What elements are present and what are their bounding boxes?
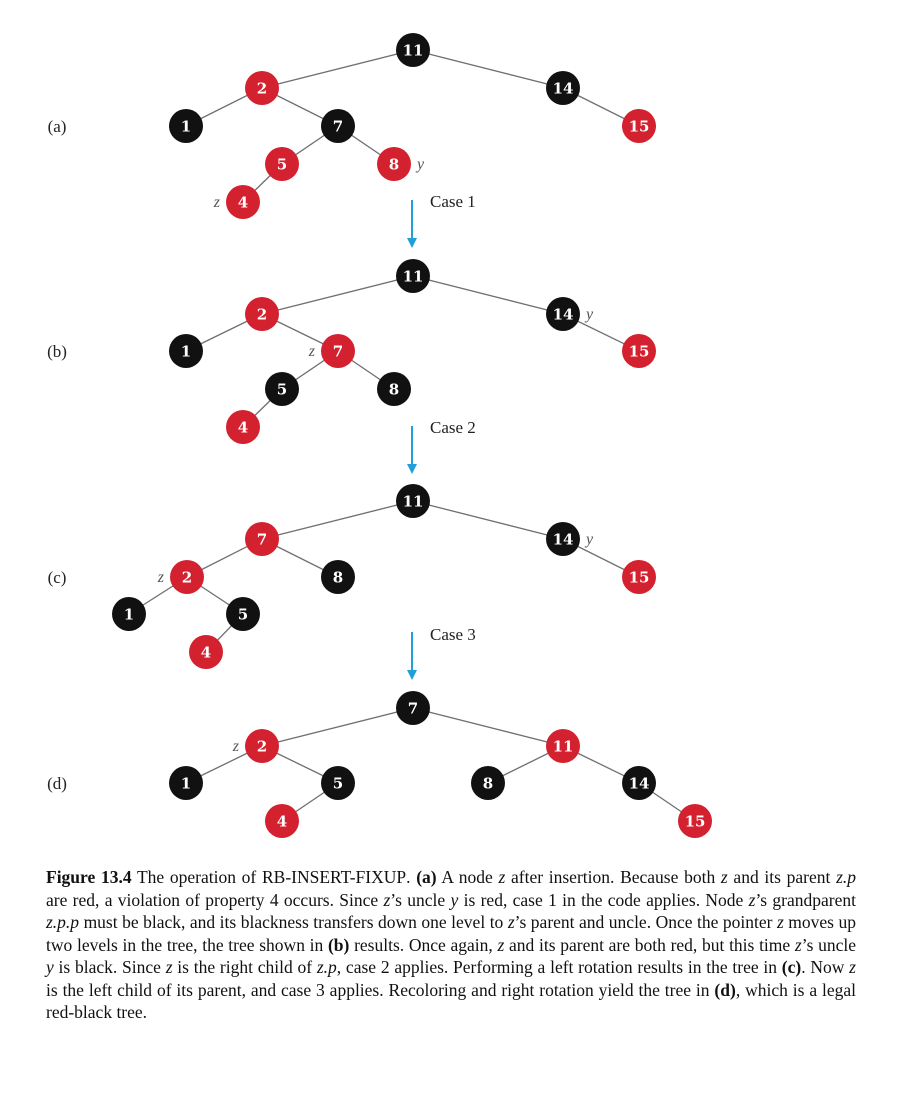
tree-node-4 (226, 410, 260, 444)
node-key: 1 (180, 117, 192, 136)
ref-b: (b) (327, 934, 350, 955)
tree-node-8 (377, 372, 411, 406)
var-z: z (776, 912, 784, 932)
node-key: 7 (332, 342, 344, 361)
node-key: 4 (200, 643, 212, 662)
caption-text: A node (436, 867, 499, 887)
node-key: 14 (552, 305, 574, 324)
tree-c (48, 484, 656, 669)
caption-text: is the left child of its parent, and case 3 applies. Recoloring and right rotation yield the tree in (46, 979, 715, 1000)
tree-node-11 (546, 729, 580, 763)
ref-c: (c) (781, 957, 802, 977)
caption-text: is black. Since (53, 957, 166, 977)
node-key: 15 (628, 568, 650, 587)
tree-node-2 (157, 560, 204, 594)
caption-text: moves up two levels in the tree, the tree shown in (46, 912, 856, 955)
tree-node-11 (396, 484, 430, 518)
arrow-head (407, 464, 417, 474)
var-zpp: z.p.p (46, 912, 80, 932)
tree-node-8 (471, 766, 505, 800)
node-key: 14 (552, 530, 574, 549)
tree-node-7 (396, 691, 430, 725)
ref-a: (a) (416, 867, 437, 887)
node-key: 4 (276, 812, 288, 831)
node-key: 5 (276, 155, 288, 174)
node-key: 7 (407, 699, 419, 718)
var-z: z (165, 957, 173, 977)
var-zp: z.p (836, 867, 856, 887)
tree-node-15 (622, 109, 656, 143)
node-tag-y: y (586, 306, 594, 323)
case-label: Case 2 (430, 418, 476, 437)
tree-node-1 (169, 766, 203, 800)
tree-node-2 (245, 297, 279, 331)
tree-node-5 (226, 597, 260, 631)
tree-node-5 (265, 372, 299, 406)
tree-node-8 (321, 560, 355, 594)
tree-b (47, 259, 656, 444)
tree-edge (413, 50, 563, 88)
figure-number: Figure 13.4 (46, 867, 132, 887)
node-key: 11 (402, 492, 424, 511)
tree-d (47, 691, 712, 838)
diagram-label-b: (b) (47, 342, 67, 361)
tree-node-4 (265, 804, 299, 838)
tree-node-7 (245, 522, 279, 556)
node-key: 1 (180, 774, 192, 793)
caption-text: is the right child of (172, 957, 317, 977)
tree-node-11 (396, 259, 430, 293)
caption-text: results. Once again, (349, 934, 498, 955)
tree-edge (262, 501, 413, 539)
node-key: 15 (684, 812, 706, 831)
node-key: 8 (388, 155, 400, 174)
tree-node-4 (213, 185, 260, 219)
diagram-label-d: (d) (47, 774, 67, 793)
tree-edge (262, 708, 413, 746)
caption-text: after insertion. Because both (505, 867, 721, 887)
node-key: 2 (256, 305, 268, 324)
var-z: z (497, 934, 505, 955)
tree-edge (262, 276, 413, 314)
node-key: 4 (237, 193, 249, 212)
arrow-head (407, 238, 417, 248)
caption-text: , which is a legal red-black tree. (46, 979, 856, 1022)
var-z: z (849, 957, 856, 977)
node-key: 15 (628, 117, 650, 136)
node-key: 2 (256, 79, 268, 98)
node-key: 7 (332, 117, 344, 136)
tree-node-1 (169, 109, 203, 143)
var-y: y (46, 957, 54, 977)
node-tag-z: z (308, 343, 315, 360)
tree-node-5 (321, 766, 355, 800)
node-key: 5 (332, 774, 344, 793)
node-tag-z: z (157, 569, 164, 586)
tree-diagrams (47, 33, 712, 838)
var-z: z (720, 867, 728, 887)
var-z: z (748, 889, 756, 910)
node-tag-y: y (417, 156, 425, 173)
caption-text: ’s uncle (801, 934, 856, 955)
node-key: 2 (256, 737, 268, 756)
tree-edge (262, 50, 413, 88)
figure-caption (46, 866, 856, 1024)
node-key: 8 (482, 774, 494, 793)
node-key: 8 (388, 380, 400, 399)
transition-3 (407, 625, 476, 680)
case-label: Case 3 (430, 625, 476, 644)
node-key: 15 (628, 342, 650, 361)
caption-text: ’s parent and uncle. Once the pointer (514, 912, 777, 932)
arrow-head (407, 670, 417, 680)
tree-node-11 (396, 33, 430, 67)
ref-d: (d) (714, 979, 736, 1000)
tree-node-5 (265, 147, 299, 181)
caption-text: and its parent are both red, but this time (504, 934, 795, 955)
var-z: z (383, 889, 391, 910)
tree-node-14 (622, 766, 656, 800)
node-key: 5 (276, 380, 288, 399)
caption-text: . (406, 867, 417, 887)
node-key: 14 (628, 774, 650, 793)
tree-node-1 (169, 334, 203, 368)
tree-node-15 (622, 334, 656, 368)
node-tag-z: z (232, 738, 239, 755)
tree-node-7 (321, 109, 355, 143)
caption-text: ’s uncle (390, 889, 451, 910)
tree-node-4 (189, 635, 223, 669)
tree-node-15 (678, 804, 712, 838)
tree-node-2 (245, 71, 279, 105)
tree-edge (413, 708, 563, 746)
node-key: 7 (256, 530, 268, 549)
node-key: 11 (552, 737, 574, 756)
tree-node-1 (112, 597, 146, 631)
tree-node-15 (622, 560, 656, 594)
node-key: 8 (332, 568, 344, 587)
node-key: 11 (402, 41, 424, 60)
var-z: z (794, 934, 802, 955)
diagram-label-a: (a) (47, 117, 67, 136)
tree-node-8 (377, 147, 425, 181)
node-key: 2 (181, 568, 193, 587)
transition-2 (407, 418, 476, 474)
diagram-label-c: (c) (47, 568, 67, 587)
caption-text: . Now (801, 957, 850, 977)
caption-text: The operation of (131, 867, 262, 887)
node-tag-z: z (213, 194, 220, 211)
caption-text: and its parent (727, 867, 837, 887)
caption-text: are red, a violation of property 4 occurs. Since (46, 889, 384, 910)
node-key: 5 (237, 605, 249, 624)
caption-text: ’s grandparent (755, 889, 856, 910)
caption-text: , case 2 applies. Performing a left rotation results in the tree in (336, 957, 782, 977)
var-zp: z.p (316, 957, 337, 977)
tree-a (48, 33, 656, 219)
procedure-name: RB-INSERT-FIXUP (261, 867, 407, 887)
var-y: y (450, 889, 459, 910)
node-key: 1 (123, 605, 135, 624)
tree-node-14 (546, 71, 580, 105)
node-key: 1 (180, 342, 192, 361)
tree-edge (413, 501, 563, 539)
caption-text: must be black, and its blackness transfers down one level to (79, 912, 508, 932)
node-key: 4 (237, 418, 249, 437)
tree-edge (413, 276, 563, 314)
case-label: Case 1 (430, 192, 476, 211)
node-key: 11 (402, 267, 424, 286)
node-tag-y: y (586, 531, 594, 548)
var-z: z (498, 867, 506, 887)
transition-1 (407, 192, 476, 248)
node-key: 14 (552, 79, 574, 98)
caption-text: is red, case 1 in the code applies. Node (458, 889, 749, 910)
var-z: z (507, 912, 515, 932)
